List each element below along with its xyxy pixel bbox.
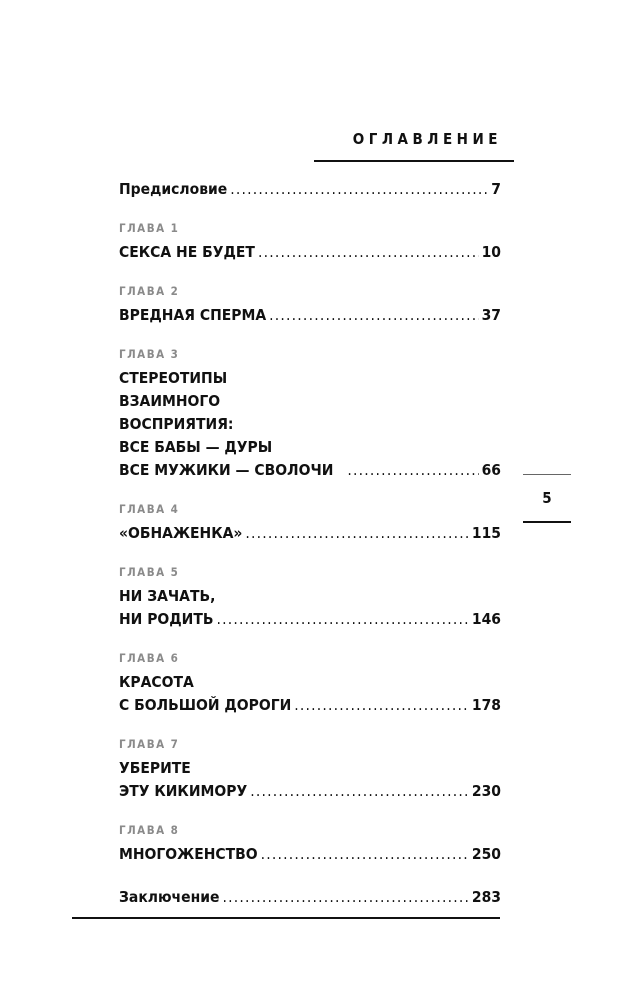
dot-leader — [261, 843, 469, 866]
title-rule — [314, 160, 514, 162]
chapter-label: ГЛАВА 2 — [119, 284, 180, 298]
chapter-label: ГЛАВА 8 — [119, 823, 180, 837]
table-of-contents — [119, 178, 501, 929]
chapter-title-line: НИ ЗАЧАТЬ, — [119, 587, 216, 605]
chapter-label: ГЛАВА 6 — [119, 651, 180, 665]
dot-leader — [294, 694, 469, 717]
dot-leader — [217, 608, 469, 631]
chapter-title-line: УБЕРИТЕ — [119, 759, 191, 777]
chapter-title-line: ВСЕ БАБЫ — ДУРЫ — [119, 438, 273, 456]
toc-page-number: 250 — [471, 845, 501, 863]
chapter-title-line: НИ РОДИТЬ — [119, 610, 214, 628]
dot-leader — [250, 780, 469, 803]
chapter-title: «ОБНАЖЕНКА» — [119, 524, 243, 542]
dot-leader — [269, 304, 478, 327]
page-title: ОГЛАВЛЕНИЕ — [352, 130, 502, 148]
dot-leader — [245, 522, 468, 545]
chapter-title: МНОГОЖЕНСТВО — [119, 845, 258, 863]
toc-entry-title: Предисловие — [119, 180, 228, 198]
chapter-label: ГЛАВА 1 — [119, 221, 180, 235]
toc-entry-chapter-6 — [119, 651, 501, 717]
toc-entry-chapter-4 — [119, 502, 501, 545]
toc-entry-preface — [119, 178, 501, 201]
chapter-title-line: КРАСОТА — [119, 673, 194, 691]
toc-entry-title: Заключение — [119, 888, 220, 906]
toc-entry-chapter-2 — [119, 284, 501, 327]
toc-entry-chapter-8 — [119, 823, 501, 866]
toc-entry-conclusion — [119, 886, 501, 909]
dot-leader — [258, 241, 479, 264]
chapter-title-line: ВОСПРИЯТИЯ: — [119, 415, 234, 433]
toc-entry-chapter-3 — [119, 347, 501, 482]
dot-leader — [347, 459, 478, 482]
chapter-title-line: СТЕРЕОТИПЫ — [119, 369, 228, 387]
toc-page-number: 230 — [471, 782, 501, 800]
toc-page-number: 146 — [471, 610, 501, 628]
chapter-label: ГЛАВА 5 — [119, 565, 180, 579]
bottom-rule — [72, 917, 500, 919]
toc-page-number: 10 — [481, 243, 501, 261]
toc-page-number: 178 — [471, 696, 501, 714]
toc-entry-chapter-5 — [119, 565, 501, 631]
dot-leader — [222, 886, 468, 909]
chapter-label: ГЛАВА 7 — [119, 737, 180, 751]
dot-leader — [230, 178, 488, 201]
chapter-label: ГЛАВА 3 — [119, 347, 180, 361]
chapter-title-line: ВСЕ МУЖИКИ — СВОЛОЧИ — [119, 461, 334, 479]
toc-page-number: 37 — [481, 306, 501, 324]
folio-rule-top — [523, 474, 571, 475]
toc-page-number: 66 — [481, 461, 501, 479]
toc-entry-chapter-7 — [119, 737, 501, 803]
chapter-title-line: ЭТУ КИКИМОРУ — [119, 782, 248, 800]
toc-page-number: 115 — [471, 524, 501, 542]
chapter-title-line: ВЗАИМНОГО — [119, 392, 221, 410]
chapter-title: СЕКСА НЕ БУДЕТ — [119, 243, 255, 261]
toc-page-number: 283 — [471, 888, 501, 906]
toc-entry-chapter-1 — [119, 221, 501, 264]
toc-page-number: 7 — [491, 180, 501, 198]
chapter-title-line: С БОЛЬШОЙ ДОРОГИ — [119, 696, 292, 714]
folio-rule-bottom — [523, 521, 571, 523]
page-number-folio: 5 — [542, 489, 552, 507]
chapter-label: ГЛАВА 4 — [119, 502, 180, 516]
chapter-title: ВРЕДНАЯ СПЕРМА — [119, 306, 267, 324]
